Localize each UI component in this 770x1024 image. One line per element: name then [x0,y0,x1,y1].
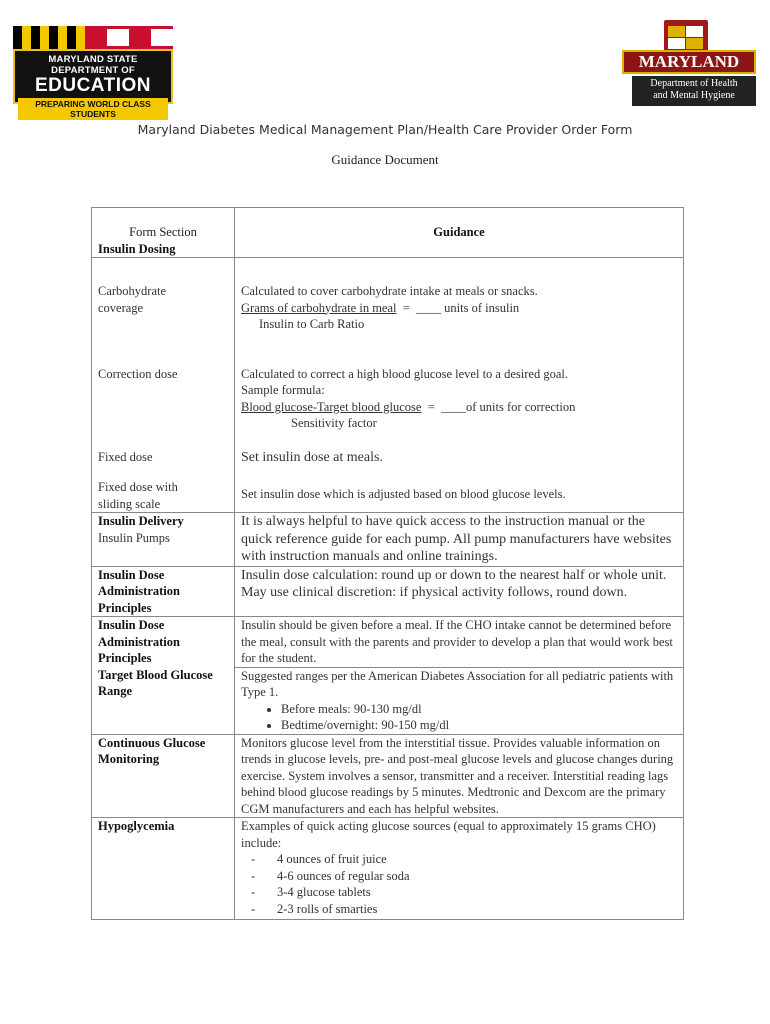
msde-line1: MARYLAND STATE DEPARTMENT OF [48,54,138,76]
maryland-seal-icon [664,20,708,54]
hypoglycemia-guidance: Examples of quick acting glucose sources (equal to approximately 15 grams CHO) include: [241,819,656,850]
table-row [92,818,684,920]
list-item: - 2-3 rolls of smarties [277,901,677,918]
dhmh-state-name: MARYLAND [622,50,756,74]
fixed-dose-label: Fixed dose [98,449,153,464]
list-item: • Before meals: 90-130 mg/dl [281,701,677,718]
fixed-sliding-label: Fixed dose with [98,480,178,494]
correction-label: Correction dose [98,366,178,381]
table-row: Fixed dose with sliding scale Set insulin dose which is adjusted based on blood glucose levels. [92,466,684,513]
carb-label: Carbohydrate [98,284,167,298]
table-row: Correction dose Calculated to correct a high blood glucose level to a desired goal. Sample formula: Blood glucose-Target blood glucose = ____of units for correction Sensitivity factor [92,333,684,432]
msde-tagline: PREPARING WORLD CLASS STUDENTS [18,98,168,120]
cgm-guidance: Monitors glucose level from the interstitial tissue. Provides valuable information on trends in glucose levels, pre- and post-meal glucose levels and glucose changes during exercise. System involves a sensor, transmitter and a receiver. Interstitial reading lags behind blood glucose readings by 5 minutes. Medtronic and Dexcom are the primary CGM manufacturers and each has helpful websites. [241,735,674,816]
target-range-guidance: Suggested ranges per the American Diabetes Association for all pediatric patients with Type 1. [235,667,683,701]
msde-logo [13,26,173,119]
cgm-label: Continuous Glucose Monitoring [98,735,206,766]
admin-principles-label-1: Insulin Dose Administration Principles [98,567,180,615]
admin-principles-guidance-1: Insulin dose calculation: round up or down to the nearest half or whole unit. May use clinical discretion: if physical activity follows, round down. [241,567,667,600]
list-item: - 4 ounces of fruit juice [277,851,677,868]
dhmh-department: Department of Health and Mental Hygiene [632,76,756,106]
admin-principles-label-2: Insulin Dose Administration Principles [98,618,180,665]
document-title: Maryland Diabetes Medical Management Plan/Health Care Provider Order Form [137,122,633,137]
correction-formula-denominator: Sensitivity factor [291,416,377,430]
header-guidance: Guidance [433,225,485,239]
table-header-row [92,208,684,258]
list-item: - 4-6 ounces of regular soda [277,868,677,885]
table-row [92,617,684,735]
document-subtitle: Guidance Document [331,152,439,167]
carb-guidance: Calculated to cover carbohydrate intake at meals or snacks. [241,284,538,298]
fixed-dose-guidance: Set insulin dose at meals. [241,449,383,465]
guidance-table [91,207,684,920]
target-range-label: Target Blood Glucose Range [98,667,213,698]
list-item: • Bedtime/overnight: 90-150 mg/dl [281,717,677,734]
maryland-flag-banner [13,26,173,49]
section-insulin-dosing: Insulin Dosing [98,241,176,256]
fixed-sliding-guidance: Set insulin dose which is adjusted based on blood glucose levels. [241,487,566,501]
msde-line2: EDUCATION [34,75,152,96]
carb-formula-numerator: Grams of carbohydrate in meal [241,300,397,315]
insulin-delivery-guidance: It is always helpful to have quick access to the instruction manual or the quick reference guide for each pump. All pump manufacturers have websites with instruction manuals and online trainings. [241,514,672,564]
table-row [92,734,684,818]
insulin-delivery-label: Insulin Delivery [98,514,184,528]
correction-formula-numerator: Blood glucose-Target blood glucose [241,399,422,414]
table-row: Insulin Delivery Insulin Pumps It is always helpful to have quick access to the instruction manual or the quick reference guide for each pump. All pump manufacturers have websites with instruction manuals and online trainings. [92,513,684,567]
table-row [92,432,684,467]
table-row [92,566,684,617]
table-row: Carbohydrate coverage Calculated to cover carbohydrate intake at meals or snacks. Grams of carbohydrate in meal = ____ units of insulin Insulin to Carb Ratio [92,258,684,333]
header-form-section: Form Section [129,225,197,239]
list-item: - 3-4 glucose tablets [277,884,677,901]
correction-guidance: Calculated to correct a high blood glucose level to a desired goal. [241,366,568,381]
admin-principles-guidance-2: Insulin should be given before a meal. If the CHO intake cannot be determined before the meal, consult with the parents and provider to develop a plan that would work best for the student. [241,618,673,665]
dhmh-logo [622,20,756,104]
carb-formula-denominator: Insulin to Carb Ratio [259,317,365,331]
hypoglycemia-label: Hypoglycemia [98,819,175,833]
